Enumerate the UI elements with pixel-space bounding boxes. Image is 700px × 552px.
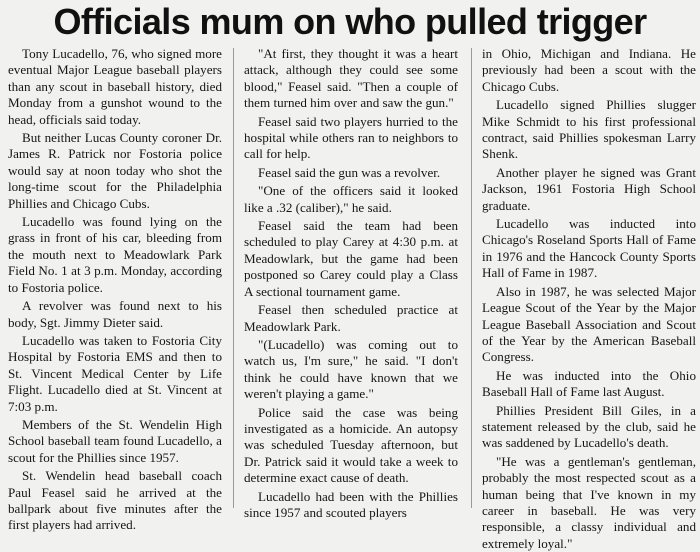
- article-column-1: [8, 46, 222, 533]
- paragraph: Tony Lucadello, 76, who signed more eventual Major League baseball players than any scout in baseball history, died Monday from a gunshot wound to the head, officials said today.: [8, 46, 222, 127]
- column-divider: [471, 48, 472, 508]
- paragraph: Feasel said two players hurried to the hospital while others ran to neighbors to call for help.: [244, 113, 458, 162]
- paragraph: Another player he signed was Grant Jackson, 1961 Fostoria High School graduate.: [482, 164, 696, 213]
- paragraph: Feasel then scheduled practice at Meadowlark Park.: [244, 302, 458, 334]
- paragraph: Also in 1987, he was selected Major League Scout of the Year by the Major League Baseball Association and Scout of the Year by the American Baseball Congress.: [482, 283, 696, 365]
- paragraph: Lucadello was found lying on the grass in front of his car, bleeding from the mouth next to Meadowlark Park Field No. 1 at 3 p.m. Monday, according to Fostoria police.: [8, 214, 222, 295]
- paragraph: Lucadello was taken to Fostoria City Hospital by Fostoria EMS and then to St. Vincent Medical Center by Life Flight. Lucadello died at St. Vincent at 7:03 p.m.: [8, 332, 222, 414]
- paragraph: "One of the officers said it looked like a .32 (caliber)," he said.: [244, 183, 458, 215]
- paragraph: A revolver was found next to his body, Sgt. Jimmy Dieter said.: [8, 298, 222, 330]
- paragraph: St. Wendelin head baseball coach Paul Feasel said he arrived at the ballpark about five minutes after the first players had arrived.: [8, 468, 222, 533]
- paragraph: in Ohio, Michigan and Indiana. He previously had been a scout with the Chicago Cubs.: [482, 46, 696, 94]
- paragraph: But neither Lucas County coroner Dr. James R. Patrick nor Fostoria police would say at noon today who shot the long-time scout for the Philadelphia Phillies and Chicago Cubs.: [8, 130, 222, 211]
- paragraph: Police said the case was being investigated as a homicide. An autopsy was scheduled Tuesday afternoon, but Dr. Patrick said it would take a week to determine exact cause of death.: [244, 404, 458, 486]
- paragraph: Lucadello was inducted into Chicago's Roseland Sports Hall of Fame in 1976 and the Hancock County Sports Hall of Fame in 1987.: [482, 216, 696, 281]
- paragraph: He was inducted into the Ohio Baseball Hall of Fame last August.: [482, 367, 696, 400]
- paragraph: Lucadello had been with the Phillies since 1957 and scouted players: [244, 488, 458, 520]
- paragraph: "(Lucadello) was coming out to watch us, I'm sure," he said. "I don't think he could have known that we weren't playing a game.": [244, 336, 458, 402]
- article-column-2: [244, 46, 458, 520]
- paragraph: "He was a gentleman's gentleman, probably the most respected scout as a human being that I've known in my career in baseball. He was very responsible, a classy individual and extremely loyal.": [482, 453, 696, 551]
- paragraph: Feasel said the gun was a revolver.: [258, 164, 441, 180]
- paragraph: Feasel said the team had been scheduled to play Carey at 4:30 p.m. at Meadowlark, but the game had been postponed so Carey could play a Class A sectional tournament game.: [244, 218, 458, 299]
- paragraph: Lucadello signed Phillies slugger Mike Schmidt to his first professional contract, said Phillies spokesman Larry Shenk.: [482, 97, 696, 162]
- article-column-3: [482, 46, 696, 551]
- paragraph: "At first, they thought it was a heart attack, although they could see some blood," Feasel said. "Then a couple of them turned him over and saw the gun.": [244, 46, 458, 111]
- headline: Officials mum on who pulled trigger: [53, 1, 647, 42]
- paragraph: Phillies President Bill Giles, in a statement released by the club, said he was saddened by Lucadello's death.: [482, 402, 696, 451]
- column-divider: [233, 48, 234, 508]
- paragraph: Members of the St. Wendelin High School baseball team found Lucadello, a scout for the Phillies since 1957.: [8, 416, 222, 465]
